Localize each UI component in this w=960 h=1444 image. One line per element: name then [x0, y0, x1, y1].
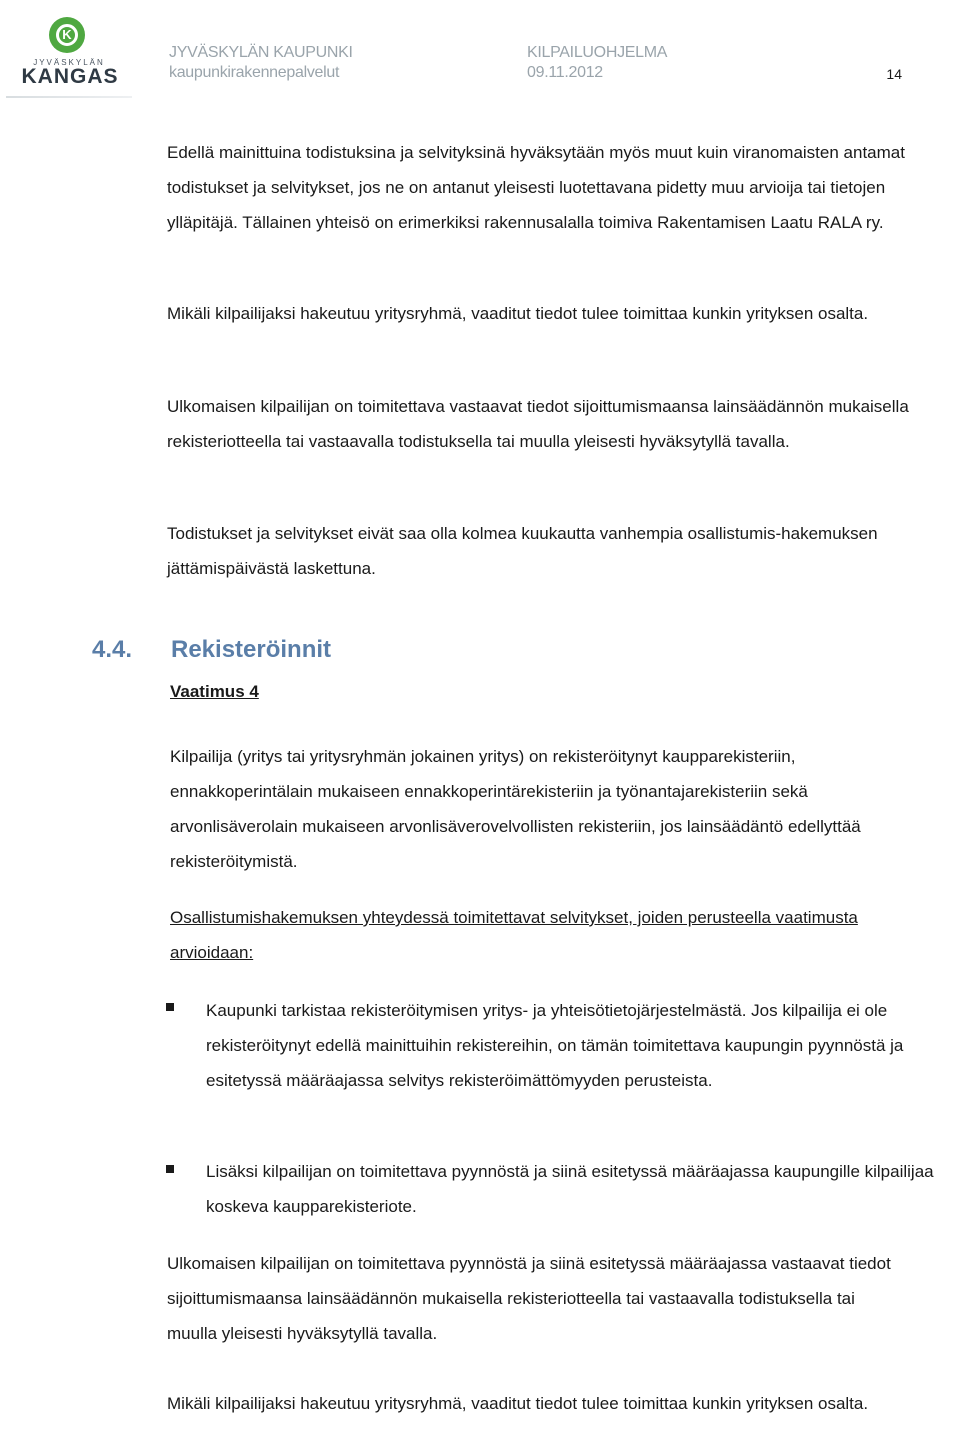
bullet-icon	[166, 1165, 174, 1173]
logo-mark-icon	[49, 17, 85, 53]
evaluation-heading	[170, 900, 930, 970]
paragraph-group-registration: Mikäli kilpailijaksi hakeutuu yritysryhmä, vaaditut tiedot tulee toimittaa kunkin yrityksen osalta.	[167, 1394, 869, 1413]
bullet-item-registry-check: Kaupunki tarkistaa rekisteröitymisen yritys- ja yhteisötietojärjestelmästä. Jos kilpailija ei ole rekisteröitynyt edellä mainittuihin rekistereihin, on tämän toimitettava kaupungin pyynnöstä ja esitetyssä määräajassa selvitys rekisteröimättömyyden perusteista.	[206, 1001, 904, 1090]
requirement-label: Vaatimus 4	[170, 682, 259, 701]
section-heading	[92, 632, 331, 668]
paragraph-foreign-applicant: Ulkomaisen kilpailijan on toimitettava vastaavat tiedot sijoittumismaansa lainsäädännön mukaisella rekisteriotteella tai vastaavalla todistuksella tai muulla yleisesti hyväksytyllä tavalla.	[167, 397, 909, 451]
logo-top-text: JYVÄSKYLÄN	[33, 58, 105, 67]
kangas-logo	[0, 10, 140, 94]
paragraph-group-applicant: Mikäli kilpailijaksi hakeutuu yritysryhmä, vaaditut tiedot tulee toimittaa kunkin yrityksen osalta.	[167, 304, 869, 323]
logo-main-text: KANGAS	[21, 65, 119, 88]
bullet-icon	[166, 1003, 174, 1011]
paragraph-age-of-documents: Todistukset ja selvitykset eivät saa olla kolmea kuukautta vanhempia osallistumis-hakemuksen jättämispäivästä laskettuna.	[167, 524, 878, 578]
requirement-body: Kilpailija (yritys tai yritysryhmän jokainen yritys) on rekisteröitynyt kaupparekisteriin, ennakkoperintälain mukaiseen ennakkoperintärekisteriin ja työnantajarekisteriin sekä arvonlisäverolain mukaiseen arvonlisäverovelvollisten rekisteriin, jos lainsäädäntö edellyttää rekisteröitymistä.	[170, 747, 861, 871]
header-date: 09.11.2012	[527, 64, 603, 81]
header-org: JYVÄSKYLÄN KAUPUNKI	[169, 44, 353, 61]
paragraph-certificates: Edellä mainittuina todistuksina ja selvityksinä hyväksytään myös muut kuin viranomaisten antamat todistukset ja selvitykset, jos ne on antanut yleisesti luotettavana pidetty muu arvioija tai tietojen ylläpitäjä. Tällainen yhteisö on erimerkiksi rakennusalalla toimiva Rakentamisen Laatu RALA ry.	[167, 143, 905, 232]
section-number: 4.4.	[92, 636, 133, 663]
header-doc-title: KILPAILUOHJELMA	[527, 44, 668, 61]
bullet-item-trade-register: Lisäksi kilpailijan on toimitettava pyynnöstä ja siinä esitetyssä määräajassa kaupungille kilpailijaa koskeva kaupparekisteriote.	[206, 1162, 934, 1216]
logo-divider	[6, 96, 132, 98]
header-dept: kaupunkirakennepalvelut	[169, 64, 340, 81]
section-title: Rekisteröinnit	[171, 636, 332, 663]
evaluation-heading-text: Osallistumishakemuksen yhteydessä toimitettavat selvitykset, joiden perusteella vaatimusta arvioidaan:	[170, 908, 858, 962]
page-number: 14	[886, 66, 902, 82]
logo-mark-letter: K	[56, 24, 78, 46]
paragraph-foreign-registration: Ulkomaisen kilpailijan on toimitettava pyynnöstä ja siinä esitetyssä määräajassa vastaavat tiedot sijoittumismaansa lainsäädännön mukaisella rekisteriotteella tai vastaavalla todistuksella tai muulla yleisesti hyväksytyllä tavalla.	[167, 1254, 891, 1343]
